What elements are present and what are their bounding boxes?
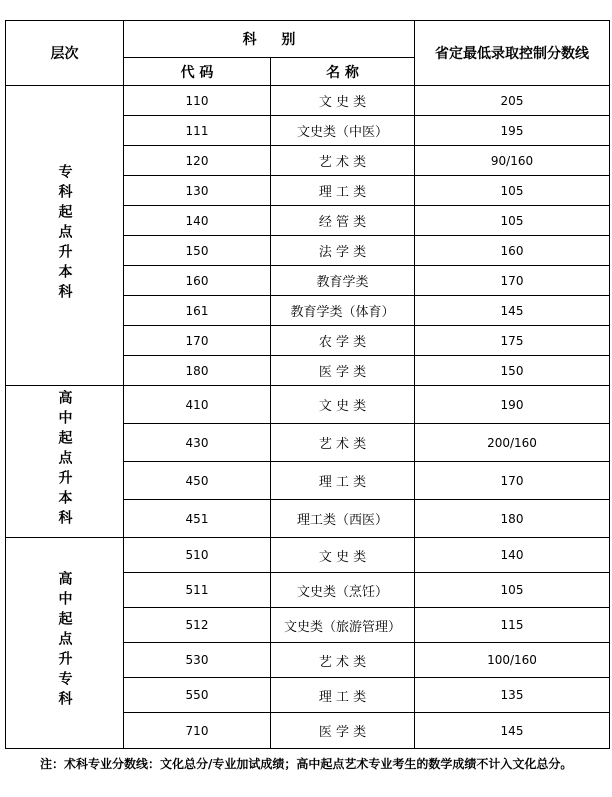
code-cell: 550 xyxy=(124,678,271,713)
code-header: 代 码 xyxy=(124,58,271,86)
min-score-cell: 200/160 xyxy=(415,424,610,462)
min-score-cell: 170 xyxy=(415,266,610,296)
category-name-cell: 经 管 类 xyxy=(271,206,415,236)
footnote: 注：术科专业分数线：文化总分/专业加试成绩；高中起点艺术专业考生的数学成绩不计入文化总分。 xyxy=(40,757,573,771)
category-name-cell: 医 学 类 xyxy=(271,356,415,386)
min-score-cell: 145 xyxy=(415,296,610,326)
code-cell: 180 xyxy=(124,356,271,386)
category-name-cell: 艺 术 类 xyxy=(271,643,415,678)
category-name-cell: 文史类（烹饪） xyxy=(271,573,415,608)
level-label: 高中起点升本科 xyxy=(56,389,73,530)
code-cell: 170 xyxy=(124,326,271,356)
code-cell: 110 xyxy=(124,86,271,116)
min-score-cell: 100/160 xyxy=(415,643,610,678)
level-label: 高中起点升专科 xyxy=(56,571,73,711)
min-score-cell: 160 xyxy=(415,236,610,266)
min-score-cell: 115 xyxy=(415,608,610,643)
group-highschool-to-bachelor-level xyxy=(6,386,124,538)
table-row xyxy=(6,386,610,424)
min-score-cell: 175 xyxy=(415,326,610,356)
min-score-cell: 170 xyxy=(415,462,610,500)
code-cell: 150 xyxy=(124,236,271,266)
code-cell: 430 xyxy=(124,424,271,462)
category-name-cell: 文 史 类 xyxy=(271,386,415,424)
code-cell: 120 xyxy=(124,146,271,176)
code-cell: 111 xyxy=(124,116,271,146)
level-label: 专科起点升本科 xyxy=(56,163,73,304)
min-score-cell: 205 xyxy=(415,86,610,116)
category-name-cell: 理工类（西医） xyxy=(271,500,415,538)
code-cell: 451 xyxy=(124,500,271,538)
min-score-cell: 140 xyxy=(415,538,610,573)
category-name-cell: 文史类（旅游管理） xyxy=(271,608,415,643)
header-row-top xyxy=(6,21,610,58)
code-cell: 140 xyxy=(124,206,271,236)
min-score-cell: 105 xyxy=(415,206,610,236)
code-cell: 160 xyxy=(124,266,271,296)
table-row xyxy=(6,86,610,116)
code-cell: 512 xyxy=(124,608,271,643)
category-name-cell: 文 史 类 xyxy=(271,538,415,573)
group-college-to-bachelor-level xyxy=(6,86,124,386)
code-cell: 130 xyxy=(124,176,271,206)
category-name-cell: 农 学 类 xyxy=(271,326,415,356)
category-name-cell: 医 学 类 xyxy=(271,713,415,749)
min-score-cell: 105 xyxy=(415,573,610,608)
admission-score-table xyxy=(5,20,610,749)
category-name-cell: 文 史 类 xyxy=(271,86,415,116)
min-score-cell: 190 xyxy=(415,386,610,424)
category-name-cell: 教育学类（体育） xyxy=(271,296,415,326)
table-row xyxy=(6,538,610,573)
min-score-cell: 150 xyxy=(415,356,610,386)
min-score-cell: 145 xyxy=(415,713,610,749)
code-cell: 161 xyxy=(124,296,271,326)
code-cell: 410 xyxy=(124,386,271,424)
category-name-cell: 艺 术 类 xyxy=(271,146,415,176)
group-highschool-to-college-level xyxy=(6,538,124,749)
score-header: 省定最低录取控制分数线 xyxy=(415,21,610,86)
level-header: 层次 xyxy=(6,21,124,86)
min-score-cell: 90/160 xyxy=(415,146,610,176)
min-score-cell: 135 xyxy=(415,678,610,713)
min-score-cell: 180 xyxy=(415,500,610,538)
category-name-cell: 理 工 类 xyxy=(271,462,415,500)
category-header: 科 别 xyxy=(124,21,415,58)
code-cell: 450 xyxy=(124,462,271,500)
category-name-cell: 理 工 类 xyxy=(271,176,415,206)
name-header: 名 称 xyxy=(271,58,415,86)
code-cell: 710 xyxy=(124,713,271,749)
min-score-cell: 105 xyxy=(415,176,610,206)
category-name-cell: 艺 术 类 xyxy=(271,424,415,462)
category-name-cell: 教育学类 xyxy=(271,266,415,296)
code-cell: 510 xyxy=(124,538,271,573)
category-name-cell: 文史类（中医） xyxy=(271,116,415,146)
code-cell: 530 xyxy=(124,643,271,678)
category-name-cell: 法 学 类 xyxy=(271,236,415,266)
min-score-cell: 195 xyxy=(415,116,610,146)
category-name-cell: 理 工 类 xyxy=(271,678,415,713)
code-cell: 511 xyxy=(124,573,271,608)
